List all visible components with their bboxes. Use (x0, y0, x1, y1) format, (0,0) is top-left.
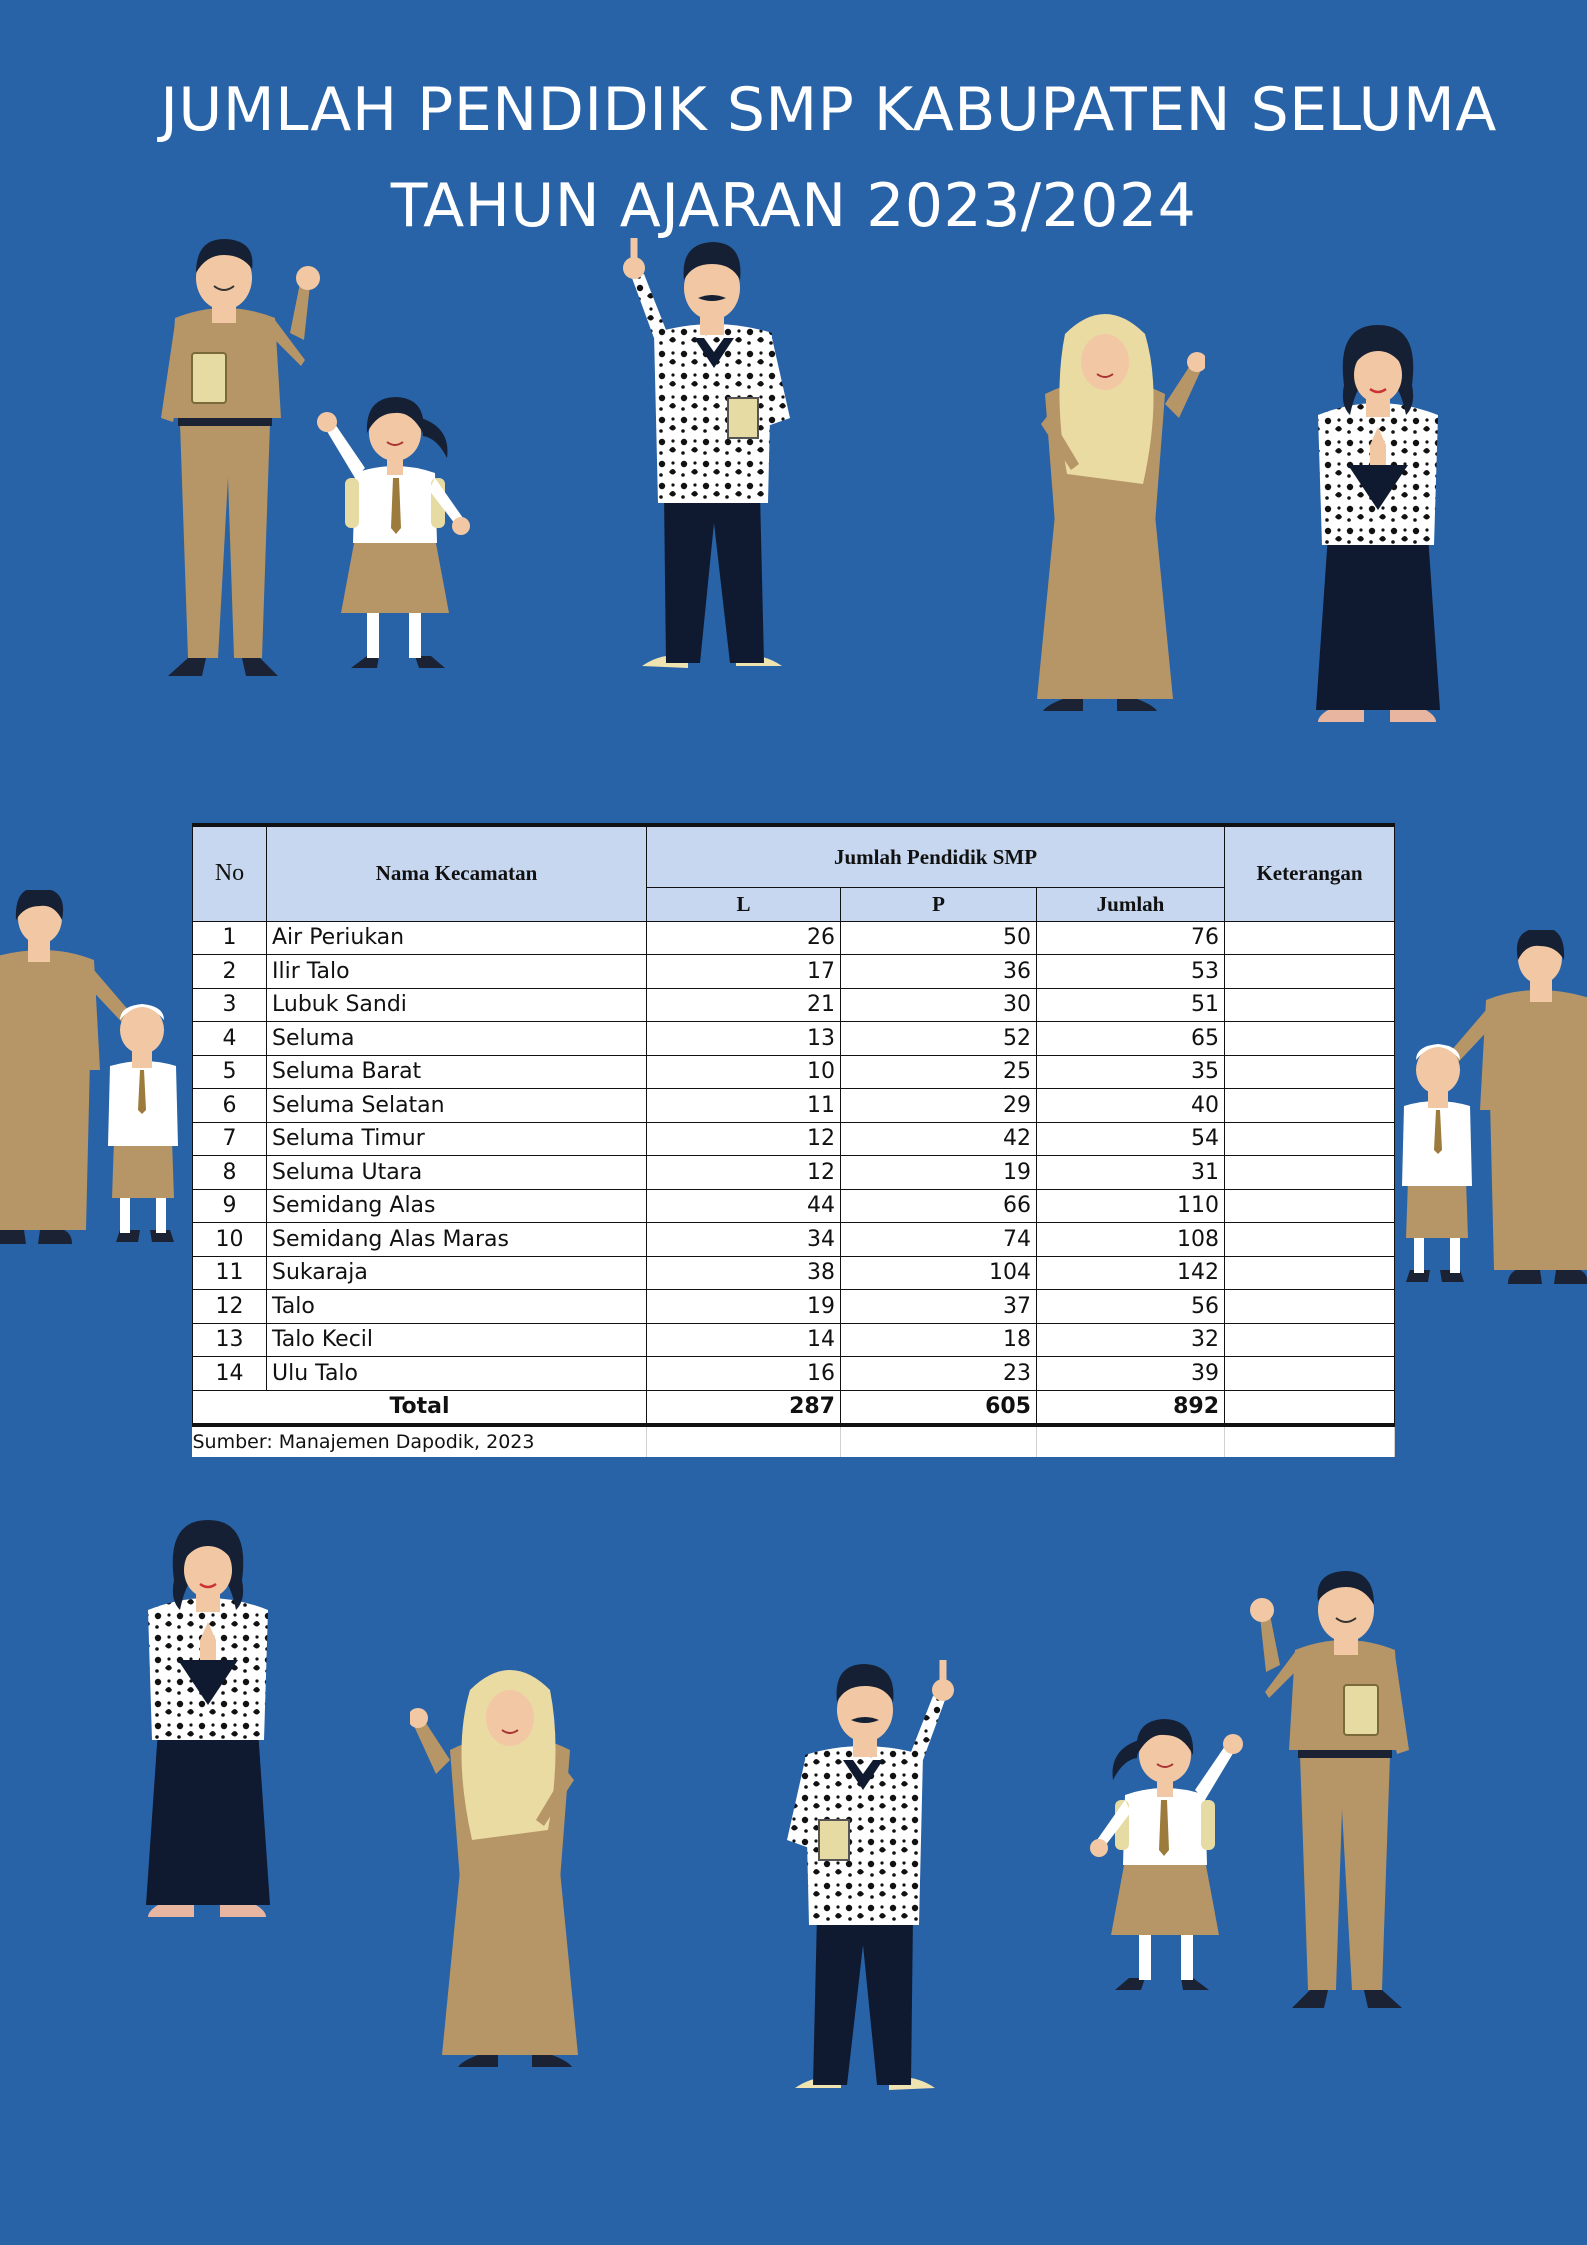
row-kecamatan: Talo Kecil (267, 1323, 647, 1357)
row-l: 12 (647, 1122, 841, 1156)
row-p: 36 (841, 955, 1037, 989)
row-jumlah: 40 (1037, 1089, 1225, 1123)
row-l: 19 (647, 1290, 841, 1324)
row-keterangan (1225, 1022, 1395, 1056)
row-kecamatan: Talo (267, 1290, 647, 1324)
table-row (193, 1290, 1395, 1324)
row-keterangan (1225, 988, 1395, 1022)
mother-and-son-icon (1400, 930, 1587, 1290)
table-row (193, 1055, 1395, 1089)
educator-table (192, 823, 1394, 1457)
header-kecamatan: Nama Kecamatan (267, 825, 647, 921)
row-jumlah: 53 (1037, 955, 1225, 989)
table-row (193, 1357, 1395, 1391)
row-keterangan (1225, 1055, 1395, 1089)
row-no: 8 (193, 1156, 267, 1190)
table-row (193, 1256, 1395, 1290)
title-line-1: JUMLAH PENDIDIK SMP KABUPATEN SELUMA (160, 75, 1497, 145)
row-jumlah: 110 (1037, 1189, 1225, 1223)
row-jumlah: 35 (1037, 1055, 1225, 1089)
row-jumlah: 108 (1037, 1223, 1225, 1257)
row-keterangan (1225, 1357, 1395, 1391)
teacher-man-batik-icon (612, 238, 812, 678)
row-no: 3 (193, 988, 267, 1022)
row-l: 10 (647, 1055, 841, 1089)
row-p: 29 (841, 1089, 1037, 1123)
row-keterangan (1225, 1323, 1395, 1357)
row-no: 6 (193, 1089, 267, 1123)
table-row (193, 1223, 1395, 1257)
row-l: 21 (647, 988, 841, 1022)
table-row (193, 1189, 1395, 1223)
row-jumlah: 56 (1037, 1290, 1225, 1324)
total-keterangan (1225, 1390, 1395, 1425)
teacher-woman-batik-icon (1278, 305, 1478, 725)
row-no: 14 (193, 1357, 267, 1391)
row-jumlah: 31 (1037, 1156, 1225, 1190)
row-kecamatan: Air Periukan (267, 921, 647, 955)
row-p: 74 (841, 1223, 1037, 1257)
row-kecamatan: Ulu Talo (267, 1357, 647, 1391)
table-row (193, 1323, 1395, 1357)
row-l: 34 (647, 1223, 841, 1257)
table-row (193, 1156, 1395, 1190)
schoolgirl-waving-icon (1085, 1700, 1255, 2000)
row-jumlah: 142 (1037, 1256, 1225, 1290)
row-kecamatan: Seluma Timur (267, 1122, 647, 1156)
row-kecamatan: Seluma Selatan (267, 1089, 647, 1123)
teacher-woman-hijab-icon (1005, 294, 1205, 714)
row-keterangan (1225, 1189, 1395, 1223)
teacher-woman-hijab-icon (410, 1650, 610, 2070)
row-p: 52 (841, 1022, 1037, 1056)
row-jumlah: 32 (1037, 1323, 1225, 1357)
row-l: 44 (647, 1189, 841, 1223)
row-l: 16 (647, 1357, 841, 1391)
header-keterangan: Keterangan (1225, 825, 1395, 921)
header-no: No (193, 825, 267, 921)
header-l: L (647, 888, 841, 922)
row-no: 4 (193, 1022, 267, 1056)
row-keterangan (1225, 1122, 1395, 1156)
table-row (193, 1122, 1395, 1156)
row-jumlah: 65 (1037, 1022, 1225, 1056)
row-l: 38 (647, 1256, 841, 1290)
row-p: 104 (841, 1256, 1037, 1290)
row-no: 2 (193, 955, 267, 989)
row-l: 12 (647, 1156, 841, 1190)
row-p: 25 (841, 1055, 1037, 1089)
row-no: 7 (193, 1122, 267, 1156)
row-l: 13 (647, 1022, 841, 1056)
row-jumlah: 76 (1037, 921, 1225, 955)
total-label: Total (193, 1390, 647, 1425)
row-p: 42 (841, 1122, 1037, 1156)
row-jumlah: 51 (1037, 988, 1225, 1022)
teacher-man-waving-icon (1240, 1570, 1440, 2010)
row-kecamatan: Semidang Alas Maras (267, 1223, 647, 1257)
teacher-man-waving-icon (130, 238, 330, 678)
row-keterangan (1225, 1156, 1395, 1190)
row-jumlah: 54 (1037, 1122, 1225, 1156)
source-row (193, 1425, 1395, 1457)
row-no: 12 (193, 1290, 267, 1324)
row-l: 26 (647, 921, 841, 955)
row-p: 37 (841, 1290, 1037, 1324)
row-keterangan (1225, 955, 1395, 989)
total-row (193, 1390, 1395, 1425)
source-note: Sumber: Manajemen Dapodik, 2023 (193, 1425, 647, 1457)
row-p: 30 (841, 988, 1037, 1022)
row-no: 10 (193, 1223, 267, 1257)
table-row (193, 921, 1395, 955)
total-p: 605 (841, 1390, 1037, 1425)
total-l: 287 (647, 1390, 841, 1425)
table-row (193, 988, 1395, 1022)
schoolgirl-waving-icon (305, 378, 475, 678)
row-keterangan (1225, 1089, 1395, 1123)
row-kecamatan: Seluma Barat (267, 1055, 647, 1089)
row-no: 1 (193, 921, 267, 955)
row-no: 11 (193, 1256, 267, 1290)
table-row (193, 1022, 1395, 1056)
row-l: 14 (647, 1323, 841, 1357)
teacher-woman-batik-icon (108, 1500, 308, 1920)
row-keterangan (1225, 921, 1395, 955)
teacher-man-batik-icon (765, 1660, 965, 2100)
total-jumlah: 892 (1037, 1390, 1225, 1425)
table-row (193, 955, 1395, 989)
row-jumlah: 39 (1037, 1357, 1225, 1391)
header-jumlah: Jumlah (1037, 888, 1225, 922)
row-kecamatan: Lubuk Sandi (267, 988, 647, 1022)
row-no: 9 (193, 1189, 267, 1223)
row-p: 50 (841, 921, 1037, 955)
row-keterangan (1225, 1290, 1395, 1324)
row-keterangan (1225, 1256, 1395, 1290)
row-kecamatan: Ilir Talo (267, 955, 647, 989)
header-p: P (841, 888, 1037, 922)
row-kecamatan: Seluma Utara (267, 1156, 647, 1190)
row-l: 17 (647, 955, 841, 989)
table-row (193, 1089, 1395, 1123)
row-kecamatan: Sukaraja (267, 1256, 647, 1290)
row-kecamatan: Semidang Alas (267, 1189, 647, 1223)
row-p: 66 (841, 1189, 1037, 1223)
row-no: 5 (193, 1055, 267, 1089)
header-group: Jumlah Pendidik SMP (647, 825, 1225, 888)
row-keterangan (1225, 1223, 1395, 1257)
row-kecamatan: Seluma (267, 1022, 647, 1056)
page-title (0, 62, 1587, 254)
row-l: 11 (647, 1089, 841, 1123)
row-p: 23 (841, 1357, 1037, 1391)
title-line-2: TAHUN AJARAN 2023/2024 (390, 171, 1197, 241)
row-p: 19 (841, 1156, 1037, 1190)
mother-and-son-icon (0, 890, 180, 1250)
row-no: 13 (193, 1323, 267, 1357)
row-p: 18 (841, 1323, 1037, 1357)
